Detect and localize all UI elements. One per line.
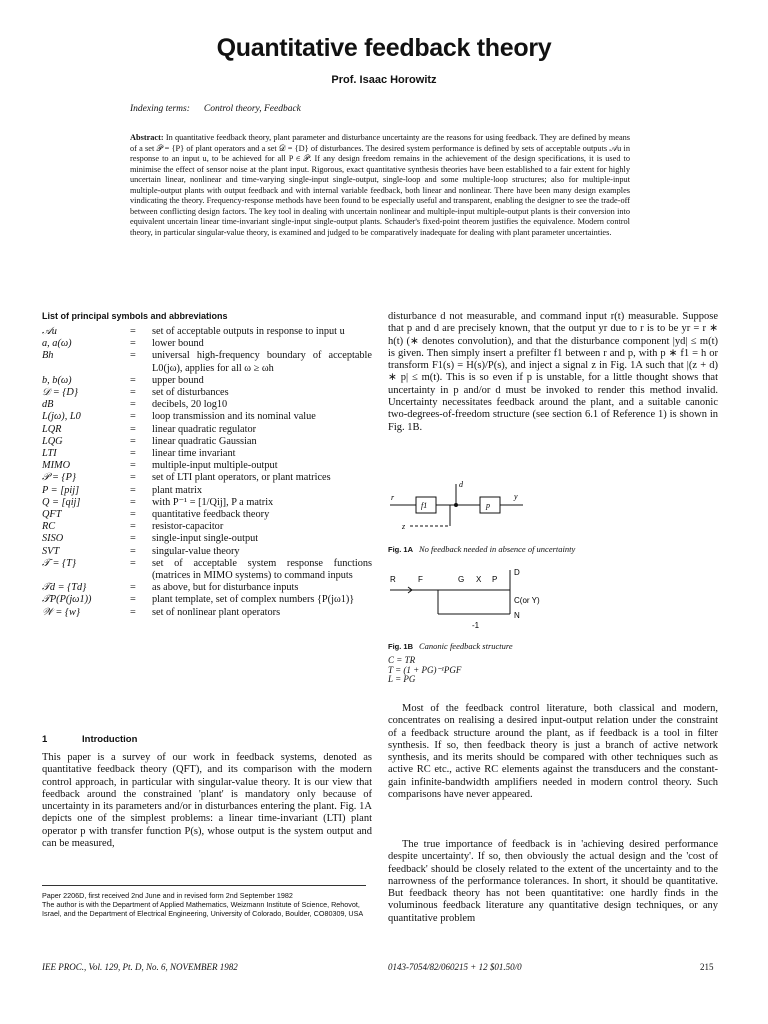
symbol-row <box>42 436 372 448</box>
symbol-description: single-input single-output <box>152 533 259 545</box>
right-paragraph-3: The true importance of feedback is in 'achieving desired performance despite uncertainty'. If so, then obviously the actual design and the 'cost of feedback' should be closely related to the extent of the uncertainty and to the narrowness of the performance tolerances. In short, it should be quantitative. But feedback theory has not been quantitative: one hardly finds in the voluminous feedback literature any quantitative design techniques, or any quantitative problem <box>388 839 718 924</box>
symbol-description: quantitative feedback theory <box>152 509 270 521</box>
symbol-row <box>42 460 372 472</box>
symbol-row <box>42 521 372 533</box>
symbol-description: linear quadratic regulator <box>152 423 257 435</box>
section-heading-introduction <box>42 734 372 745</box>
symbol: Bh <box>42 350 54 362</box>
section-title: Introduction <box>82 734 138 745</box>
equals: = <box>130 533 136 545</box>
equation: L = PG <box>388 674 416 684</box>
symbol: SISO <box>42 533 64 545</box>
fig1b-equations <box>388 656 461 685</box>
equals: = <box>130 594 136 606</box>
author-name: Prof. Isaac Horowitz <box>331 74 437 86</box>
equals: = <box>130 338 136 350</box>
symbol: P = [pij] <box>42 484 80 496</box>
symbol-row <box>42 472 372 484</box>
indexing-label: Indexing terms: <box>130 104 190 114</box>
page-number: 215 <box>700 962 714 972</box>
symbols-heading: List of principal symbols and abbreviations <box>42 311 228 321</box>
symbol: 𝒯 = {T} <box>42 557 76 569</box>
fig1b-label-X: X <box>476 575 482 584</box>
equals: = <box>130 387 136 399</box>
fig1a-label-p: p <box>486 501 490 510</box>
fig1a-label-z: z <box>402 522 406 531</box>
fig1b-label-F: F <box>418 575 423 584</box>
symbol-row <box>42 485 372 497</box>
equals: = <box>130 460 136 472</box>
fig1b-label-D: D <box>514 568 520 577</box>
fig1b-label-minus: -1 <box>472 621 480 630</box>
footnote-divider <box>42 885 366 886</box>
indexing-value: Control theory, Feedback <box>203 104 301 114</box>
fig1a-caption-text: No feedback needed in absence of uncertainty <box>419 544 576 554</box>
fig1b-label-P: P <box>492 575 498 584</box>
fig1a-diagram <box>388 478 548 540</box>
equation: T = (1 + PG)⁻¹PGF <box>388 664 462 675</box>
symbol: b, b(ω) <box>42 374 72 386</box>
symbol: LQG <box>42 435 63 447</box>
symbol: Q = [qij] <box>42 496 81 508</box>
paper-title: Quantitative feedback theory <box>216 34 552 62</box>
equals: = <box>130 326 136 337</box>
symbol-row <box>42 448 372 460</box>
symbol-description: set of disturbances <box>152 387 229 399</box>
footnote-received: Paper 2206D, first received 2nd June and in revised form 2nd September 1982 <box>42 891 293 900</box>
symbol-row <box>42 387 372 399</box>
symbol-description: set of acceptable outputs in response to input u <box>152 326 345 337</box>
symbol: 𝒯P(P(jω1)) <box>42 594 92 606</box>
symbol: 𝒫 = {P} <box>42 472 77 484</box>
symbol-description: universal high-frequency boundary of acceptable L0(jω), applies for all ω ≥ ωh <box>152 350 372 374</box>
equals: = <box>130 509 136 521</box>
footnote <box>42 891 372 918</box>
symbol: SVT <box>42 545 60 557</box>
equals: = <box>130 350 136 362</box>
equals: = <box>130 484 136 496</box>
abstract <box>130 133 630 238</box>
equals: = <box>130 374 136 386</box>
symbol-description: loop transmission and its nominal value <box>152 411 316 423</box>
article-code: 0143-7054/82/060215 + 12 $01.50/0 <box>388 962 522 972</box>
symbol: L(jω), L0 <box>42 411 81 423</box>
symbol-row <box>42 509 372 521</box>
symbols-table <box>42 326 372 619</box>
symbol-description: plant matrix <box>152 484 203 496</box>
abstract-label: Abstract: <box>130 133 164 142</box>
equals: = <box>130 582 136 594</box>
fig1a-label-r: r <box>391 493 395 502</box>
equals: = <box>130 472 136 484</box>
symbol-description: upper bound <box>152 374 204 386</box>
symbol-row <box>42 594 372 606</box>
equals: = <box>130 423 136 435</box>
symbol-description: set of acceptable system response functions (matrices in MIMO systems) to command inputs <box>152 557 372 582</box>
equals: = <box>130 448 136 460</box>
symbol-description: linear quadratic Gaussian <box>152 435 257 447</box>
equals: = <box>130 399 136 411</box>
footnote-affiliation: The author is with the Department of Applied Mathematics, Weizmann Institute of Science, Rehovot, Israel, and the Department of Electrical Engineering, University of Colorado, Boulder, CO80309, USA <box>42 900 364 918</box>
symbol: QFT <box>42 509 62 521</box>
fig1b-caption-text: Canonic feedback structure <box>419 641 513 651</box>
symbol-description: singular-value theory <box>152 545 240 557</box>
fig1b-label-R: R <box>390 575 396 584</box>
symbol-row <box>42 326 372 338</box>
section-number: 1 <box>42 734 48 745</box>
fig1a-block-p <box>480 497 500 513</box>
equals: = <box>130 521 136 533</box>
symbol-row <box>42 582 372 594</box>
right-paragraph-2: Most of the feedback control literature, both classical and modern, concentrates on realising a desired input-output relation under the constraint of a feedback structure around the plant, as if feedback is a tool in filter synthesis. If so, then feedback theory is just a branch of active network synthesis, and its merits should be compared with other techniques such as active RC etc., active RC elements against the transducers and the constant-gain infinite-bandwidth amplifiers needed in modern control theory. Such comparisons have never appeared. <box>388 703 718 801</box>
symbol-description: decibels, 20 log10 <box>152 399 228 411</box>
indexing-terms <box>130 104 301 114</box>
symbol: a, a(ω) <box>42 338 72 350</box>
equals: = <box>130 435 136 447</box>
equals: = <box>130 606 136 618</box>
equals: = <box>130 411 136 423</box>
symbol-description: lower bound <box>152 338 204 350</box>
intro-paragraph: This paper is a survey of our work in feedback systems, denoted as quantitative feedback theory (QFT), and its comparison with the modern control approach, in particular with singular-value theory. It is our view that feedback around the constrained 'plant' is mandatory only because of uncertainty in its parameters and/or in disturbances entering the plant. Fig. 1A depicts one of the simplest problems: a linear time-invariant (LTI) plant operator p with transfer function P(s), whose output is the system output and can be measured, <box>42 752 372 850</box>
journal-citation: IEE PROC., Vol. 129, Pt. D, No. 6, NOVEMBER 1982 <box>42 962 238 972</box>
fig1a-label-y: y <box>514 492 518 501</box>
fig1b-label-G: G <box>458 575 465 584</box>
symbol-description: with P⁻¹ = [1/Qij], P a matrix <box>152 496 274 508</box>
symbol-row <box>42 350 372 374</box>
symbol-description: resistor-capacitor <box>152 521 224 533</box>
fig1b-caption-label: Fig. 1B <box>388 642 414 651</box>
fig1b-caption <box>388 641 513 651</box>
symbol-row <box>42 399 372 411</box>
fig1b-diagram <box>388 566 558 638</box>
symbol: RC <box>42 521 56 533</box>
fig1a-label-f1: f1 <box>421 501 428 510</box>
symbol-row <box>42 411 372 423</box>
symbol-description: set of LTI plant operators, or plant matrices <box>152 472 331 484</box>
symbol: 𝒟 = {D} <box>42 387 78 399</box>
symbol-row <box>42 338 372 350</box>
symbol-description: set of nonlinear plant operators <box>152 606 281 618</box>
symbol-description: multiple-input multiple-output <box>152 460 278 472</box>
fig1a-label-d: d <box>459 480 463 489</box>
symbol: LTI <box>42 448 57 460</box>
fig1a-caption-label: Fig. 1A <box>388 545 414 554</box>
symbol: 𝒜u <box>42 326 57 337</box>
equals: = <box>130 496 136 508</box>
symbol-description: plant template, set of complex numbers {P(jω1)} <box>152 594 355 606</box>
symbol-description: linear time invariant <box>152 448 236 460</box>
fig1a-caption <box>388 544 575 554</box>
symbol-row <box>42 375 372 387</box>
symbol-row <box>42 533 372 545</box>
fig1b-label-N: N <box>514 611 520 620</box>
fig1b-label-C: C(or Y) <box>514 596 540 605</box>
symbol: dB <box>42 399 54 411</box>
symbol: 𝒯d = {Td} <box>42 582 87 594</box>
symbol-row <box>42 558 372 582</box>
equals: = <box>130 545 136 557</box>
symbol-row <box>42 424 372 436</box>
right-paragraph-1: disturbance d not measurable, and command input r(t) measurable. Suppose that p and d are precisely known, that the output yr due to r is to be yr = r ∗ h(t) (∗ denotes convolution), and that the disturbance component |yd| ≤ m(t) is given. Then simply insert a prefilter f1 between r and p, with p ∗ f1 = h or transform F1(s) = H(s)/P(s), and inject a signal z in Fig. 1A such that |(z + d) ∗ p| ≤ m(t). This is so even if p is unstable, for a little thought shows that uncertainty in p and/or d must be invoked to render this method invalid. Uncertainty necessitates feedback around the plant, and a suitable canonic two-degrees-of-freedom structure (see section 6.1 of Reference 1) is shown in Fig. 1B. <box>388 311 718 433</box>
symbol: LQR <box>42 423 62 435</box>
symbol: 𝒲 = {w} <box>42 606 80 618</box>
symbol-description: as above, but for disturbance inputs <box>152 582 299 594</box>
symbol-row <box>42 497 372 509</box>
symbol: MIMO <box>42 460 71 472</box>
symbol-row <box>42 607 372 619</box>
equals: = <box>130 557 136 569</box>
symbol-row <box>42 546 372 558</box>
abstract-text: In quantitative feedback theory, plant parameter and disturbance uncertainty are the reasons for using feedback. They are defined by means of a set 𝒫 = {P} of plant operators and a set 𝒟 = {D} of disturbances. The desired system performance is defined by sets of acceptable outputs 𝒜u in response to an input u, to be achieved for all P ∈ 𝒫. If any design freedom remains in the achievement of the design specifications, it is used to minimise the effect of sensor noise at the plant input. Rigorous, exact quantitative synthesis theories have been established to a fair extent for highly uncertain linear, nonlinear and time-varying single-input single-output, single-loop and some multiple-loop structures; also for multiple-input multiple-output plants with output feedback and with internal variable feedback, both linear and nonlinear. There have been many design examples vindicating the theory. Frequency-response methods have been found to be especially useful and transparent, enabling the designer to see the trade-off between conflicting design factors. The key tool in dealing with uncertain nonlinear and multiple-input multiple-output plants is their conversion into equivalent uncertain linear time-invariant single-input single-output plants. Schauder's fixed-point theorem justifies the equivalence. Modern control theory, in particular singular-value theory, is examined and judged to be comparatively inadequate for dealing with plant parameter uncertainties. <box>130 133 631 237</box>
equation: C = TR <box>388 655 416 665</box>
